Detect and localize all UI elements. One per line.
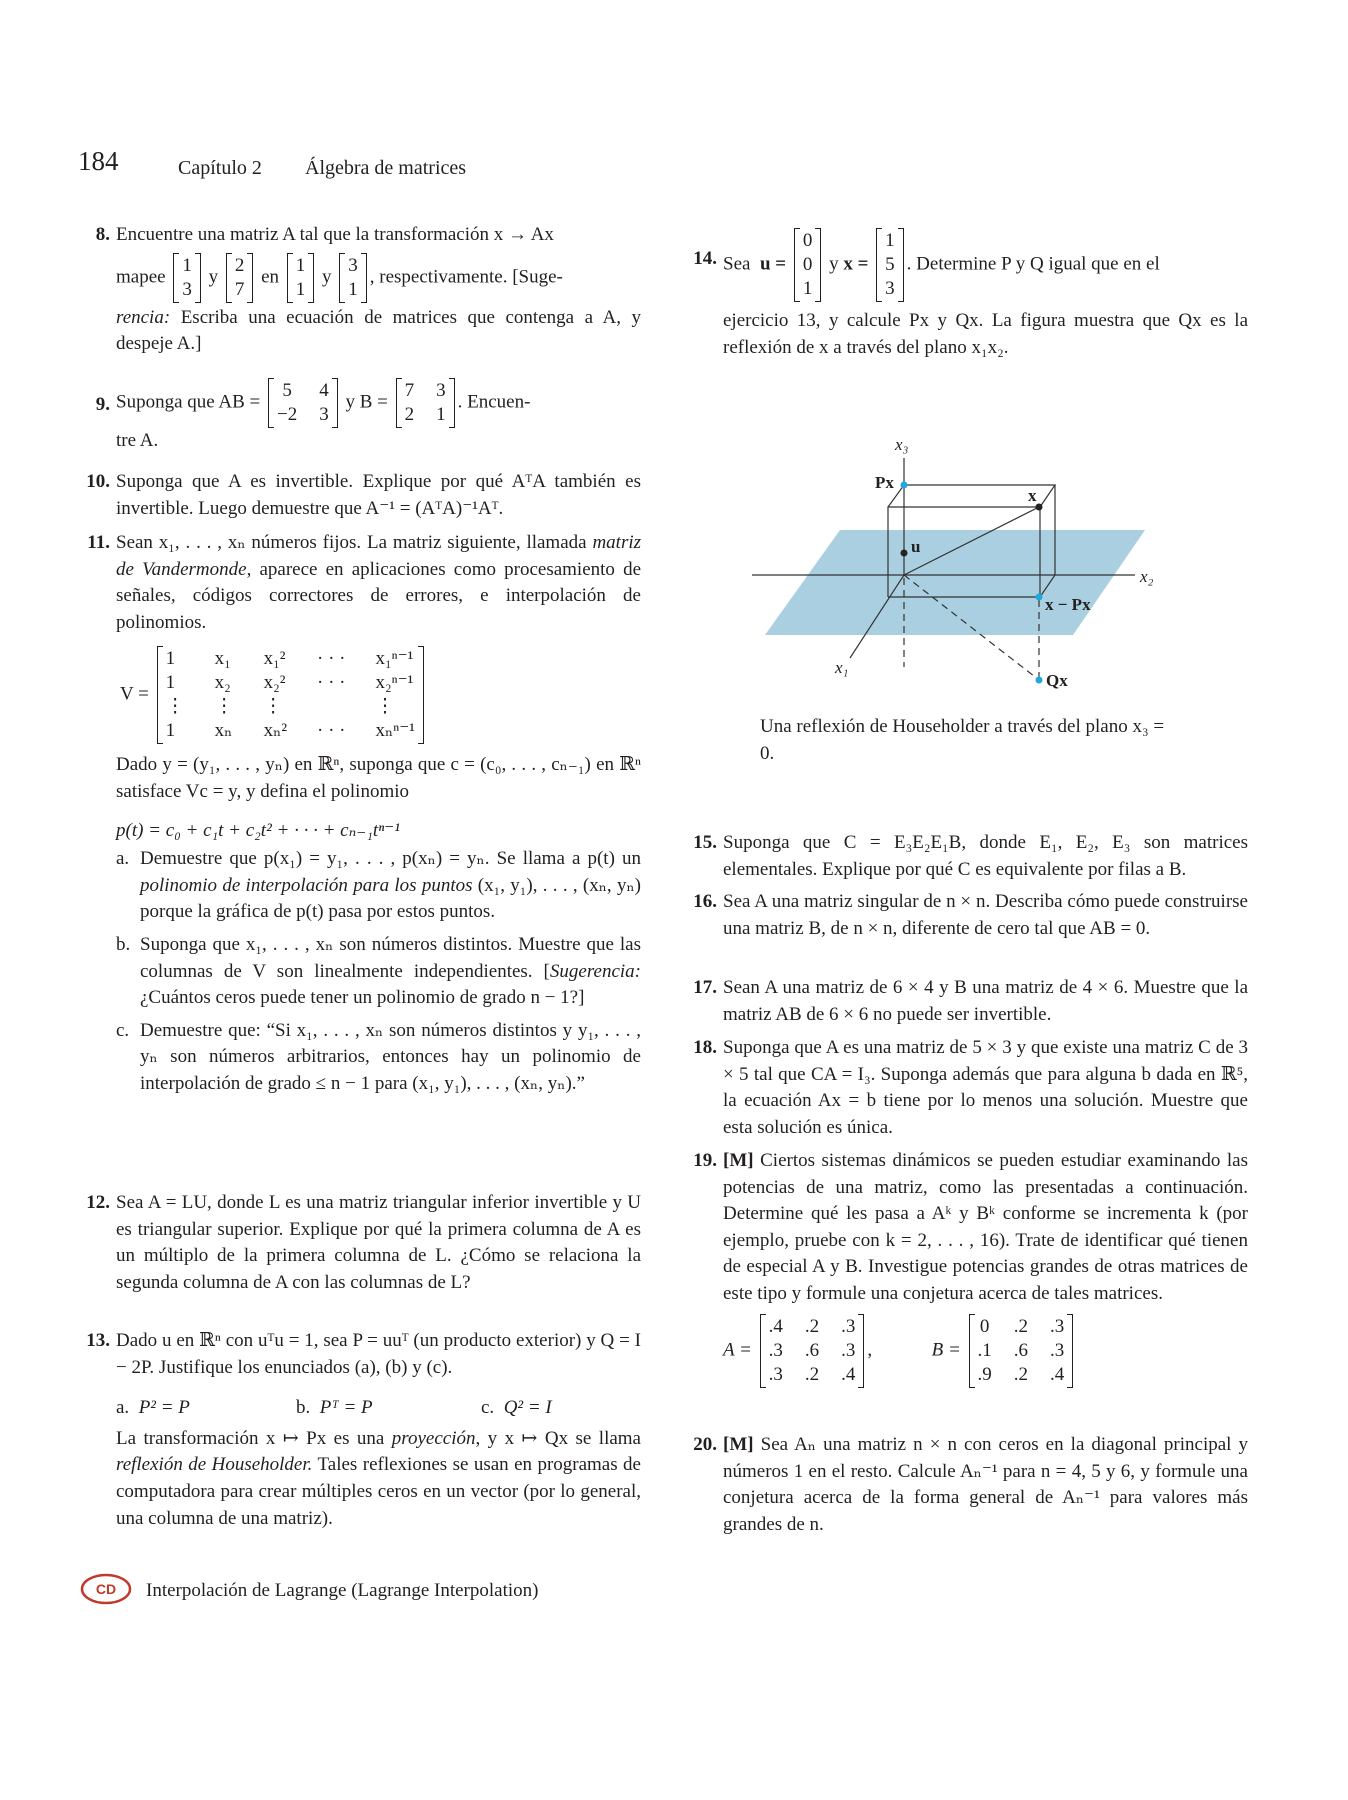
u-point <box>901 550 908 557</box>
text: Dado y = (y₁, . . . , yₙ) en ℝⁿ, suponga que c = (c₀, . . . , cₙ₋₁) en ℝⁿ satisface Vc = y, y defina el polinomio <box>116 754 641 802</box>
exercise-20 <box>693 1432 1248 1538</box>
matrix-cell: · · · <box>317 672 346 694</box>
exercise-number: 20. <box>693 1434 717 1455</box>
matrix-cell: .2 <box>1013 1363 1029 1385</box>
matrix-label: V = <box>120 683 149 705</box>
exercise-number: 10. <box>86 471 110 492</box>
matrix <box>287 253 315 303</box>
vector-x <box>876 228 904 302</box>
matrix-cell: 1 <box>165 648 176 670</box>
text: Sean x₁, . . . , xₙ números fijos. La matriz siguiente, llamada <box>116 532 587 553</box>
householder-figure <box>740 430 1190 720</box>
matrix-cell: 1 <box>295 254 306 276</box>
text: , respectivamente. [Suge- <box>369 265 563 287</box>
matrix-cell: x₂ⁿ⁻¹ <box>375 672 414 694</box>
matrix-cell: 3 <box>885 278 895 299</box>
exercise-text: Sea Aₙ una matriz n × n con ceros en la diagonal principal y números 1 en el resto. Calcule Aₙ⁻¹ para n = 4, 5 y 6, y formule una conjetura acerca de la forma general de Aₙ⁻¹ para valores más grandes de n. <box>723 1434 1248 1535</box>
text: Demuestre que p(x₁) = y₁, . . . , p(xₙ) = yₙ. Se llama a p(t) un <box>140 848 641 870</box>
matrix-label: B = <box>931 1338 961 1360</box>
matrix-cell: .2 <box>804 1363 820 1385</box>
part-a <box>116 846 642 926</box>
part-label: b. <box>296 1397 311 1419</box>
matrix-cell: 0 <box>802 230 813 251</box>
part-label: c. <box>116 1019 130 1041</box>
text: . Encuen- <box>457 391 531 413</box>
text: , aparece en aplicaciones como procesamiento de señales, códigos correctores de errores, e interpolación de polinomios. <box>116 558 641 633</box>
x-label: x <box>1028 486 1037 505</box>
x1-label: x₁ <box>835 658 849 677</box>
hint-label: rencia: <box>116 306 171 328</box>
matrix <box>226 253 254 303</box>
exercise-number: 12. <box>86 1192 110 1213</box>
text: La transformación x ↦ Px es una <box>116 1427 392 1449</box>
exercise-number: 9. <box>95 394 110 415</box>
matrix-cell: 4 <box>319 380 329 401</box>
matrix-cell: .3 <box>1050 1339 1065 1361</box>
matrix-cell: 1 <box>295 278 306 300</box>
matrix-cell: 3 <box>182 278 192 300</box>
px-point <box>901 482 908 489</box>
matrix-cell: .2 <box>804 1315 820 1337</box>
exercise-19 <box>693 1148 1248 1388</box>
text: y <box>208 265 219 287</box>
matrix-cell: · · · <box>317 648 346 670</box>
matrix <box>173 253 201 303</box>
matrix-cell: 2 <box>234 254 245 276</box>
matrix <box>339 253 367 303</box>
matrix-cell: −2 <box>277 404 298 425</box>
matrix-cell: x₁ⁿ⁻¹ <box>375 648 414 670</box>
matrix-cell: 3 <box>319 404 329 425</box>
vandermonde-matrix <box>157 646 424 744</box>
exercise-number: 16. <box>693 891 717 912</box>
matrix-cell: x₁ <box>214 648 231 670</box>
matrix-cell: .3 <box>841 1339 856 1361</box>
exercise-10 <box>86 469 641 522</box>
matrix-cell: .3 <box>841 1315 856 1337</box>
x-minus-px-label: x − Px <box>1045 595 1091 614</box>
cd-logo-text: CD <box>95 1581 117 1597</box>
text: y B = <box>345 391 388 413</box>
matrix-cell: 1 <box>348 278 358 300</box>
exercise-number: 18. <box>693 1037 717 1058</box>
matrix-cell: .2 <box>1013 1315 1029 1337</box>
matrix-cell: ⋮ <box>375 696 395 718</box>
cd-icon <box>80 1572 132 1606</box>
matrix-cell: .3 <box>768 1339 783 1361</box>
term: polinomio de interpolación para los puntos <box>140 874 473 896</box>
text: mapee <box>116 265 166 287</box>
matrix-cell: · · · <box>317 720 346 742</box>
parts-row <box>116 1395 641 1422</box>
exercise-text: Suponga que A es una matriz de 5 × 3 y que existe una matriz C de 3 × 5 tal que CA = I₃. Suponga además que para alguna b dada en ℝ⁵, la ecuación Ax = b tiene por lo menos una solución. Muestre que esta solución es única. <box>723 1037 1248 1138</box>
exercise-text: Sea A = LU, donde L es una matriz triangular inferior invertible y U es triangular superior. Explique por qué la primera columna de A es un múltiplo de la primera columna de L. ¿Cómo se relaciona la segunda columna de A con las columnas de L? <box>116 1192 641 1293</box>
part-label: c. <box>481 1397 495 1419</box>
u-label: u = <box>759 253 787 275</box>
px-label: Px <box>875 473 894 492</box>
u-label: u <box>911 537 921 556</box>
exercise-number: 19. <box>693 1150 717 1171</box>
exercise-14 <box>693 228 1248 361</box>
matrix-cell: ⋮ <box>214 696 234 718</box>
matrix-cell: 2 <box>404 404 415 425</box>
matrix-cell: 7 <box>234 278 245 300</box>
equation: P² = P <box>138 1397 190 1419</box>
text: ejercicio 13, y calcule Px y Qx. La figura muestra que Qx es la reflexión de x a través del plano x₁x₂. <box>723 310 1248 358</box>
matrix-cell: ⋮ <box>263 696 283 718</box>
chapter-label: Capítulo 2 <box>178 157 262 179</box>
exercise-9 <box>95 378 641 455</box>
matrix-cell: .9 <box>977 1363 992 1385</box>
x-point <box>1036 504 1043 511</box>
exercise-11 <box>87 530 642 1098</box>
matrix-cell: .4 <box>841 1363 856 1385</box>
matrix-cell: 1 <box>165 720 176 742</box>
x-label: x = <box>843 253 869 275</box>
matrix-cell: 1 <box>802 278 813 299</box>
matrix-cell: 5 <box>885 254 895 275</box>
exercise-16 <box>693 889 1248 942</box>
text: y <box>829 253 839 275</box>
x2-label: x₂ <box>1140 567 1154 586</box>
matrix-cell: .4 <box>1050 1363 1065 1385</box>
matrix-cell: 1 <box>182 254 192 276</box>
exercise-number: 13. <box>86 1330 110 1351</box>
text: , y x ↦ Qx se llama <box>475 1427 641 1449</box>
exercise-8 <box>95 222 641 358</box>
matrix-cell: 7 <box>404 380 415 401</box>
matrix-cell: xₙ² <box>263 720 288 742</box>
hint-label: Sugerencia: <box>549 960 641 982</box>
term: reflexión de Householder. <box>116 1454 313 1476</box>
matrix-a <box>760 1314 865 1388</box>
matrix-cell: .3 <box>1050 1315 1065 1337</box>
vector-u <box>794 228 822 302</box>
matrix-cell: xₙ <box>214 720 233 742</box>
matrix-cell: .6 <box>1013 1339 1029 1361</box>
text: , <box>867 1338 873 1360</box>
matrix-cell: .1 <box>977 1339 992 1361</box>
matrix-b <box>396 378 455 428</box>
text: y <box>322 265 332 287</box>
cd-link[interactable]: Interpolación de Lagrange (Lagrange Interpolation) <box>146 1580 539 1601</box>
part-label: a. <box>116 848 130 870</box>
matrix-cell: x₂ <box>214 672 231 694</box>
part-label: b. <box>116 933 131 955</box>
text: ¿Cuántos ceros puede tener un polinomio de grado n − 1?] <box>140 987 585 1009</box>
matrix-label: A = <box>723 1338 752 1360</box>
matlab-tag: [M] <box>723 1150 754 1171</box>
matrix-cell: x₁² <box>263 648 286 670</box>
exercise-text: Suponga que A es invertible. Explique por qué AᵀA también es invertible. Luego demuestre que A⁻¹ = (AᵀA)⁻¹Aᵀ. <box>116 471 641 519</box>
matrix-cell: 1 <box>885 230 895 251</box>
part-label: a. <box>116 1397 130 1419</box>
matrix-cell: 3 <box>348 254 358 276</box>
text: Suponga que x₁, . . . , xₙ son números distintos. Muestre que las columnas de V son linealmente independientes. [ <box>140 933 641 982</box>
matrix-cell: x₂² <box>263 672 286 694</box>
equation: Q² = I <box>503 1397 552 1419</box>
plane-x1x2 <box>765 530 1145 635</box>
matrix-ab <box>268 378 338 428</box>
exercise-text: Sean A una matriz de 6 × 4 y B una matriz de 4 × 6. Muestre que la matriz AB de 6 × 6 no puede ser invertible. <box>723 977 1248 1025</box>
matrix-cell: 0 <box>802 254 813 275</box>
text: (x₁, y₁), . . . , (xₙ, yₙ) porque la gráfica de p(t) pasa por estos puntos. <box>140 874 642 923</box>
matrix-cell: 0 <box>979 1315 990 1337</box>
exercise-text: Sea A una matriz singular de n × n. Describa cómo puede construirse una matriz B, de n × n, diferente de cero tal que AB = 0. <box>723 891 1248 939</box>
exercise-17 <box>693 975 1248 1028</box>
exercise-12 <box>86 1190 641 1296</box>
term: matriz de Vandermonde <box>116 532 642 580</box>
exercise-text: Encuentre una matriz A tal que la transformación x → Ax <box>116 224 554 245</box>
matrix-cell: 1 <box>436 404 446 425</box>
exercise-text: Dado u en ℝⁿ con uᵀu = 1, sea P = uuᵀ (un producto exterior) y Q = I − 2P. Justifique los enunciados (a), (b) y (c). <box>116 1330 641 1378</box>
qx-label: Qx <box>1046 671 1068 690</box>
text: . Determine P y Q igual que en el <box>906 253 1160 275</box>
exercise-number: 15. <box>693 832 717 853</box>
text: Demuestre que: “Si x₁, . . . , xₙ son números distintos y y₁, . . . , yₙ son números arbitrarios, entonces hay un polinomio de interpolación de grado ≤ n − 1 para (x₁, y₁), . . . , (xₙ, yₙ).” <box>140 1019 641 1094</box>
exercise-number: 11. <box>87 532 110 553</box>
matrix-b <box>969 1314 1074 1388</box>
x3-label: x₃ <box>895 435 909 454</box>
exercise-text: Suponga que C = E₃E₂E₁B, donde E₁, E₂, E₃ son matrices elementales. Explique por qué C es equivalente por filas a B. <box>723 832 1248 880</box>
text: Suponga que AB = <box>116 391 261 413</box>
polynomial: p(t) = c₀ + c₁t + c₂t² + · · · + cₙ₋₁tⁿ⁻¹ <box>116 819 400 841</box>
x-minus-px-point <box>1036 594 1043 601</box>
matrix-cell: 5 <box>282 380 292 401</box>
matrix-cell: ⋮ <box>165 696 185 718</box>
figure-caption: Una reflexión de Householder a través del plano x₃ = 0. <box>760 716 1165 764</box>
page-number: 184 <box>78 146 119 176</box>
matrix-cell: .3 <box>768 1363 783 1385</box>
exercise-number: 17. <box>693 977 717 998</box>
text: en <box>261 265 280 287</box>
exercise-13 <box>86 1328 641 1532</box>
matlab-tag: [M] <box>723 1434 754 1455</box>
part-b <box>116 932 641 1012</box>
matrix-cell: 3 <box>436 380 446 401</box>
text: Escriba una ecuación de matrices que contenga a A, y despeje A.] <box>116 306 641 355</box>
exercise-text: Ciertos sistemas dinámicos se pueden estudiar examinando las potencias de una matriz, como las presentadas a continuación. Determine qué les pasa a Aᵏ y Bᵏ conforme se incrementa k (por ejemplo, pruebe con k = 2, . . . , 16). Trate de identificar qué tienen de especial A y B. Investigue potencias grandes de otras matrices de este tipo y formule una conjetura acerca de tales matrices. <box>723 1150 1248 1304</box>
text: Tales reflexiones se usan en programas de computadora para crear múltiples ceros en un vector (por lo general, una columna de una matriz). <box>116 1454 641 1529</box>
matrix-cell <box>317 695 345 719</box>
equation: Pᵀ = P <box>319 1397 373 1419</box>
part-c <box>116 1018 641 1098</box>
chapter-title: Álgebra de matrices <box>305 157 467 179</box>
exercise-number: 14. <box>693 248 717 269</box>
matrix-cell: .4 <box>768 1315 783 1337</box>
exercise-18 <box>693 1035 1248 1141</box>
matrix-cell: .6 <box>804 1339 820 1361</box>
term: proyección <box>391 1427 476 1449</box>
exercise-number: 8. <box>95 224 110 245</box>
text: tre A. <box>116 430 159 451</box>
matrix-cell: xₙⁿ⁻¹ <box>375 720 415 742</box>
exercise-15 <box>693 830 1248 883</box>
matrix-cell: 1 <box>165 672 176 694</box>
text: Sea <box>723 253 751 275</box>
qx-point <box>1036 677 1043 684</box>
